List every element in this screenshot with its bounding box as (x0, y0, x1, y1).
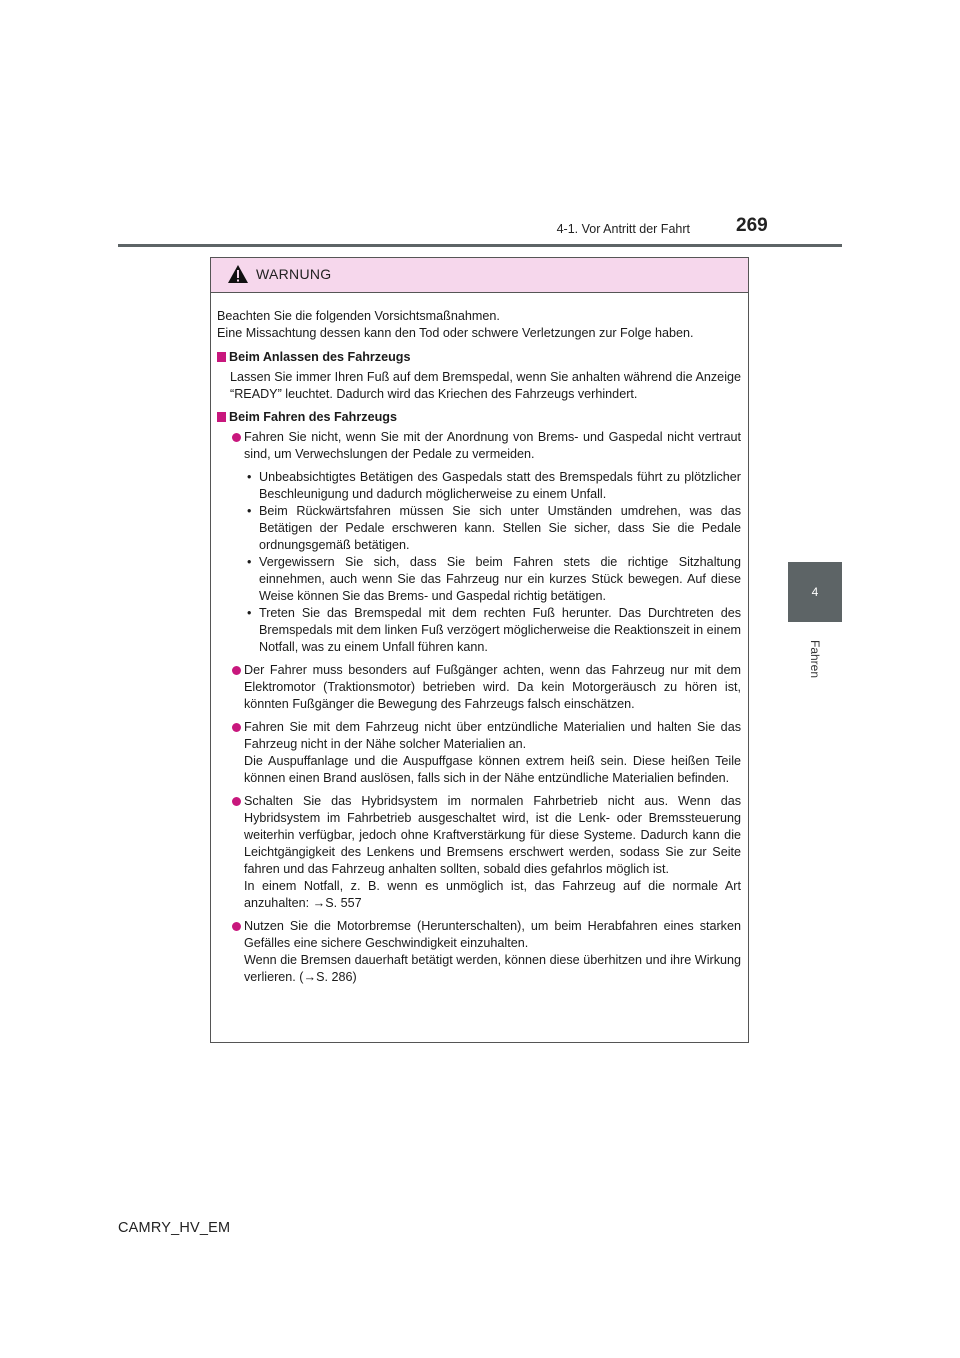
section-text: Lassen Sie immer Ihren Fuß auf dem Bremspedal, wenn Sie anhalten während die Anzeige “READY” leuchtet. Dadurch wird das Kriechen des Fahrzeugs verhindert. (230, 370, 741, 401)
section-title-text: Beim Anlassen des Fahrzeugs (229, 350, 411, 364)
list-item (217, 719, 741, 787)
intro-line: Eine Missachtung dessen kann den Tod oder schwere Verletzungen zur Folge haben. (217, 326, 694, 340)
circle-bullet-icon (232, 922, 241, 931)
circle-bullet-icon (232, 797, 241, 806)
circle-bullet-icon (232, 723, 241, 732)
warning-title: WARNUNG (256, 266, 332, 282)
section-title (217, 409, 741, 426)
sub-list-item-text: Beim Rückwärtsfahren müssen Sie sich unter Umständen umdrehen, was das Betätigen der Pedale erschweren kann. Stellen Sie sicher, dass Sie die Pedale ordnungsgemäß betätigen. (259, 504, 741, 552)
sub-list-item (244, 605, 741, 656)
sub-list-item (244, 554, 741, 605)
sub-list-item-text: Unbeabsichtigtes Betätigen des Gaspedals statt des Bremspedals führt zu plötzlicher Beschleunigung und dadurch möglicherweise zu einem Unfall. (259, 470, 741, 501)
sub-list (244, 469, 741, 656)
sub-list-item (244, 503, 741, 554)
warning-box (210, 257, 749, 1043)
list-item-text: Fahren Sie mit dem Fahrzeug nicht über entzündliche Materialien und halten Sie das Fahrzeug nicht in der Nähe solcher Materialien an. (244, 720, 741, 751)
list-item-text: Die Auspuffanlage und die Auspuffgase können extrem heiß sein. Diese heißen Teile können einen Brand auslösen, falls sich in der Nähe entzündliche Materialien befinden. (244, 754, 741, 785)
page-number: 269 (736, 215, 768, 236)
model-code: CAMRY_HV_EM (118, 1220, 231, 1236)
square-bullet-icon (217, 352, 226, 362)
list-item (217, 793, 741, 912)
list-item-text: Der Fahrer muss besonders auf Fußgänger achten, wenn das Fahrzeug nur mit dem Elektromotor (Traktionsmotor) betrieben wird. Da kein Motorgeräusch zu hören ist, könnten Fußgänger die Bewegung des Fahrzeugs falsch einschätzen. (244, 663, 741, 711)
circle-bullet-icon (232, 666, 241, 675)
list-item (217, 918, 741, 986)
warning-triangle-icon (227, 264, 249, 284)
dot-marker-icon: • (247, 606, 252, 620)
square-bullet-icon (217, 412, 226, 422)
section-title-text: Beim Fahren des Fahrzeugs (229, 410, 397, 424)
warning-intro (217, 308, 741, 342)
list-item-text: Wenn die Bremsen dauerhaft betätigt werden, können diese überhitzen und ihre Wirkung verlieren. (→S. 286) (244, 953, 741, 984)
circle-bullet-icon (232, 433, 241, 442)
sub-list-item-text: Treten Sie das Bremspedal mit dem rechten Fuß herunter. Das Durchtreten des Bremspedals mit dem linken Fuß verzögert möglicherweise die Reaktionszeit in einem Notfall, was zu einem Unfall führen kann. (259, 606, 741, 654)
dot-marker-icon: • (247, 555, 252, 569)
chapter-label-text: Fahren (808, 640, 822, 679)
list-item-text: In einem Notfall, z. B. wenn es unmöglich ist, das Fahrzeug auf die normale Art anzuhalten: →S. 557 (244, 879, 741, 910)
section-heading: 4-1. Vor Antritt der Fahrt (556, 222, 690, 236)
intro-line: Beachten Sie die folgenden Vorsichtsmaßnahmen. (217, 309, 500, 323)
list-item (217, 662, 741, 713)
dot-marker-icon: • (247, 504, 252, 518)
chapter-label (806, 640, 826, 700)
list-item-text: Fahren Sie nicht, wenn Sie mit der Anordnung von Brems- und Gaspedal nicht vertraut sind, um Verwechslungen der Pedale zu vermeiden. (244, 430, 741, 461)
section-driving (217, 409, 741, 986)
list-item-text: Nutzen Sie die Motorbremse (Herunterschalten), um beim Herabfahren eines starken Gefälles eine sichere Geschwindigkeit einzuhalten. (244, 919, 741, 950)
section-starting (217, 349, 741, 403)
sub-list-item (244, 469, 741, 503)
chapter-tab: 4 (788, 562, 842, 622)
warning-body (211, 293, 748, 986)
list-item-text: Schalten Sie das Hybridsystem im normalen Fahrbetrieb nicht aus. Wenn das Hybridsystem im Fahrbetrieb ausgeschaltet wird, ist die Lenk- oder Bremssteuerung weiterhin verfügbar, jedoch ohne Kraftverstärkung für diese Systeme. Dadurch kann die Leichtgängigkeit des Lenkens und Bremsens erschwert werden, sodass Sie zur Seite fahren und das Fahrzeug anhalten sollten, sobald dies gefahrlos möglich ist. (244, 794, 741, 876)
sub-list-item-text: Vergewissern Sie sich, dass Sie beim Fahren stets die richtige Sitzhaltung einnehmen, auch wenn Sie das Fahrzeug nur ein kurzes Stück bewegen. Auf diese Weise können Sie das Brems- und Gaspedal richtig betätigen. (259, 555, 741, 603)
list-item (217, 429, 741, 656)
dot-marker-icon: • (247, 470, 252, 484)
warning-header (211, 258, 748, 293)
header-rule (118, 244, 842, 247)
section-title (217, 349, 741, 366)
